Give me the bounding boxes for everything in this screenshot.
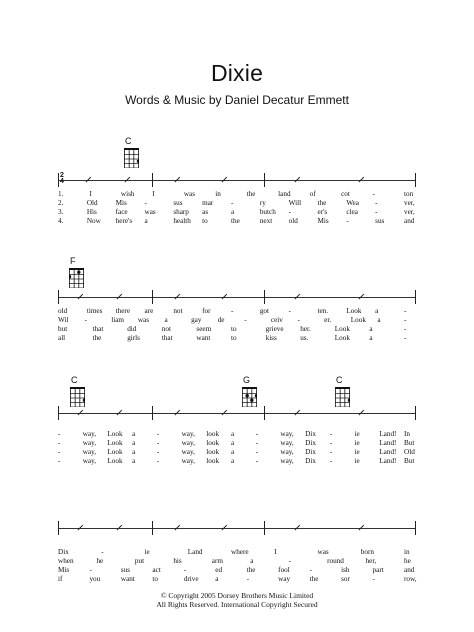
lyric-syllable: - <box>404 307 407 315</box>
lyric-syllable: a <box>369 334 373 342</box>
lyric-syllable: butch <box>259 208 276 216</box>
lyric-syllable: - <box>255 457 259 465</box>
lyric-syllable: kiss <box>265 334 277 342</box>
lyric-syllable: us. <box>300 334 309 342</box>
lyric-syllable: you <box>89 575 101 583</box>
lyric-syllable: - <box>375 199 378 207</box>
lyric-syllable: 2. <box>58 199 64 207</box>
lyric-syllable: ton <box>404 190 414 198</box>
lyric-syllable: - <box>246 575 250 583</box>
lyric-syllable: a <box>164 316 168 324</box>
lyric-syllable: next <box>259 217 273 225</box>
lyric-syllable: - <box>346 217 349 225</box>
lyric-syllable: Look <box>107 457 123 465</box>
lyric-syllable: - <box>156 448 160 456</box>
lyric-syllable: - <box>231 199 234 207</box>
lyric-syllable: grieve <box>265 325 284 333</box>
lyric-syllable: ten. <box>317 307 329 315</box>
lyric-syllable: Look <box>346 307 362 315</box>
lyric-syllable: want <box>196 334 211 342</box>
lyric-syllable: ie <box>354 430 360 438</box>
lyric-syllable: Dix <box>305 439 316 447</box>
lyric-syllable: and <box>404 217 415 225</box>
chord-name: C <box>125 136 132 146</box>
lyric-syllable: Mis <box>58 566 70 574</box>
lyric-syllable: drive <box>183 575 199 583</box>
lyric-syllable: - <box>144 199 147 207</box>
lyric-syllable: row, <box>404 575 417 583</box>
lyric-syllable: there <box>115 307 131 315</box>
lyric-syllable: seem <box>196 325 212 333</box>
time-signature-top: 2 <box>60 172 64 179</box>
lyric-syllable: ie <box>144 548 150 556</box>
lyric-syllable: Look <box>107 430 123 438</box>
lyric-syllable: old <box>58 307 68 315</box>
lyric-syllable: Look <box>334 334 350 342</box>
barline <box>264 521 265 535</box>
lyric-syllable: way, <box>280 439 294 447</box>
lyric-syllable: but <box>58 325 68 333</box>
lyric-syllable: I <box>274 548 277 556</box>
lyric-syllable: arm <box>211 557 223 565</box>
lyric-syllable: - <box>309 566 313 574</box>
lyric-syllable: Dix <box>58 548 69 556</box>
lyric-syllable: sus <box>375 217 385 225</box>
lyric-syllable: liam <box>111 316 124 324</box>
lyric-syllable: face <box>115 208 128 216</box>
lyric-syllable: a <box>377 316 381 324</box>
lyric-syllable: - <box>404 334 407 342</box>
lyric-syllable: her, <box>365 557 377 565</box>
lyric-syllable: Land! <box>379 430 397 438</box>
lyric-syllable: way, <box>181 457 195 465</box>
song-title: Dixie <box>210 60 264 86</box>
lyric-syllable: - <box>58 448 61 456</box>
lyric-syllable: was <box>137 316 150 324</box>
lyric-syllable: way, <box>181 439 195 447</box>
lyric-syllable: to <box>202 217 208 225</box>
lyric-syllable: way, <box>82 457 97 465</box>
lyric-syllable: - <box>255 430 259 438</box>
copyright-line: © Copyright 2005 Dorsey Brothers Music Limited <box>160 591 314 600</box>
lyric-line <box>58 557 416 566</box>
lyric-syllable: Look <box>107 439 123 447</box>
lyric-syllable: to <box>231 334 237 342</box>
lyric-syllable: land <box>278 190 291 198</box>
lyric-syllable: ie <box>354 439 360 447</box>
lyric-syllable: the <box>317 199 327 207</box>
lyric-syllable: if <box>58 575 63 583</box>
lyric-syllable: In <box>404 430 410 438</box>
lyric-syllable: - <box>156 439 160 447</box>
lyric-syllable: not <box>173 307 183 315</box>
lyric-syllable: way, <box>82 439 97 447</box>
copyright-notice <box>0 591 474 609</box>
lyric-syllable: - <box>101 548 104 556</box>
lyric-syllable: the <box>309 575 319 583</box>
lyric-syllable: way, <box>82 430 97 438</box>
lyric-syllable: Now <box>86 217 101 225</box>
lyric-syllable: girls <box>127 334 140 342</box>
lyric-syllable: a <box>250 557 254 565</box>
lyric-syllable: to <box>152 575 158 583</box>
lyric-syllable: not <box>161 325 171 333</box>
lyric-syllable: look <box>206 430 220 438</box>
lyric-syllable: Land <box>187 548 203 556</box>
lyric-syllable: way, <box>82 448 97 456</box>
lyric-syllable: clea <box>346 208 358 216</box>
lyric-syllable: act <box>152 566 161 574</box>
rhythm-staff-line <box>58 528 416 529</box>
lyric-syllable: Land! <box>379 439 397 447</box>
lyric-syllable: - <box>156 457 160 465</box>
time-signature-bottom: 4 <box>60 178 64 185</box>
lyric-syllable: Dix <box>305 457 316 465</box>
lyric-syllable: Dix <box>305 430 316 438</box>
lyric-syllable: that <box>161 334 173 342</box>
lyric-syllable: want <box>120 575 135 583</box>
lyric-syllable: - <box>89 566 92 574</box>
lyric-syllable: ish <box>341 566 350 574</box>
lyric-syllable: for <box>202 307 211 315</box>
lyric-syllable: - <box>84 316 88 324</box>
lyric-syllable: ed <box>215 566 223 574</box>
lyric-syllable: cot <box>341 190 350 198</box>
lyric-syllable: Look <box>107 448 123 456</box>
lyric-syllable: - <box>329 439 333 447</box>
lyric-syllable: - <box>255 448 259 456</box>
lyric-syllable: a <box>231 457 235 465</box>
lyric-syllable: er. <box>324 316 332 324</box>
chord-name: F <box>70 256 76 266</box>
lyric-syllable: mar <box>202 199 214 207</box>
lyric-syllable: 1. <box>58 190 64 198</box>
lyric-syllable: But <box>404 457 415 465</box>
lyric-syllable: - <box>183 566 187 574</box>
lyric-syllable: a <box>132 430 136 438</box>
lyric-syllable: got <box>259 307 270 315</box>
lyric-syllable: Land! <box>379 448 397 456</box>
lyric-syllable: er's <box>317 208 328 216</box>
lyric-syllable: times <box>86 307 103 315</box>
lyric-syllable: look <box>206 439 220 447</box>
lyric-syllable: Look <box>334 325 350 333</box>
lyric-syllable: way <box>278 575 291 583</box>
chord-name: G <box>243 375 251 385</box>
lyric-syllable: fool <box>278 566 290 574</box>
lyric-syllable: - <box>255 439 259 447</box>
lyric-syllable: a <box>132 448 136 456</box>
lyric-syllable: he <box>404 557 411 565</box>
music-system <box>58 0 416 632</box>
lyric-syllable: - <box>404 316 407 324</box>
lyric-syllable: Land! <box>379 457 397 465</box>
lyric-syllable: ceiv <box>270 316 283 324</box>
lyric-syllable: and <box>404 566 415 574</box>
lyric-syllable: are <box>144 307 154 315</box>
lyric-syllable: His <box>86 208 97 216</box>
lyric-syllable: a <box>144 217 148 225</box>
lyric-syllable: way, <box>280 448 294 456</box>
lyric-syllable: way, <box>181 430 195 438</box>
lyric-syllable: - <box>404 325 407 333</box>
lyric-line <box>58 566 416 575</box>
lyric-syllable: look <box>206 457 220 465</box>
lyric-syllable: ver, <box>404 208 415 216</box>
lyric-syllable: Look <box>350 316 366 324</box>
lyric-syllable: a <box>375 307 379 315</box>
lyric-syllable: was <box>317 548 329 556</box>
lyric-syllable: way, <box>181 448 195 456</box>
lyric-syllable: he <box>96 557 104 565</box>
lyric-syllable: here's <box>115 217 133 225</box>
lyric-syllable: sor <box>341 575 350 583</box>
lyric-line <box>58 548 416 557</box>
lyric-syllable: in <box>404 548 410 556</box>
lyric-syllable: 4. <box>58 217 64 225</box>
lyric-syllable: was <box>144 208 156 216</box>
lyric-syllable: sus <box>173 199 183 207</box>
lyric-syllable: But <box>404 439 415 447</box>
lyric-syllable: sharp <box>173 208 189 216</box>
lyric-syllable: put <box>134 557 145 565</box>
lyric-syllable: a <box>215 575 219 583</box>
lyric-syllable: that <box>92 325 104 333</box>
barline <box>152 521 153 535</box>
lyric-syllable: Wea <box>346 199 359 207</box>
lyric-syllable: Dix <box>305 448 316 456</box>
lyric-syllable: - <box>58 430 61 438</box>
lyric-syllable: Old <box>404 448 415 456</box>
chord-name: C <box>336 375 343 385</box>
copyright-line: All Rights Reserved. International Copyright Secured <box>156 600 318 609</box>
lyric-syllable: health <box>173 217 191 225</box>
lyric-syllable: Wil <box>58 316 69 324</box>
lyric-syllable: her. <box>300 325 311 333</box>
lyric-syllable: - <box>329 430 333 438</box>
lyric-syllable: the <box>231 217 240 225</box>
lyric-syllable: in <box>215 190 221 198</box>
song-credits: Words & Music by Daniel Decatur Emmett <box>125 93 349 107</box>
lyric-syllable: - <box>375 208 378 216</box>
lyric-syllable: a <box>132 439 136 447</box>
barline <box>58 521 59 535</box>
lyric-syllable: I <box>152 190 155 198</box>
lyric-syllable: Mis <box>317 217 329 225</box>
lyric-line <box>58 575 416 584</box>
lyric-syllable: - <box>297 316 300 324</box>
lyric-syllable: the <box>246 190 256 198</box>
lyric-syllable: - <box>288 307 292 315</box>
lyric-syllable: the <box>246 566 256 574</box>
lyric-syllable: Will <box>288 199 302 207</box>
lyric-syllable: the <box>92 334 102 342</box>
lyric-syllable: Old <box>86 199 98 207</box>
lyric-syllable: - <box>58 439 61 447</box>
lyric-syllable: did <box>127 325 137 333</box>
lyric-syllable: - <box>372 575 375 583</box>
lyric-syllable: to <box>231 325 237 333</box>
lyric-syllable: sus <box>120 566 131 574</box>
lyric-syllable: - <box>329 457 333 465</box>
lyric-syllable: - <box>156 430 160 438</box>
lyric-syllable: - <box>288 208 292 216</box>
lyric-syllable: a <box>231 208 235 216</box>
lyric-syllable: old <box>288 217 298 225</box>
lyric-syllable: de <box>217 316 225 324</box>
lyric-syllable: I <box>89 190 92 198</box>
lyric-syllable: part <box>372 566 384 574</box>
lyric-syllable: all <box>58 334 66 342</box>
lyric-syllable: way, <box>280 457 294 465</box>
lyric-syllable: Mis <box>115 199 127 207</box>
lyric-syllable: ie <box>354 457 360 465</box>
lyric-syllable: gay <box>191 316 202 324</box>
lyric-syllable: - <box>372 190 375 198</box>
lyric-syllable: when <box>58 557 74 565</box>
lyric-syllable: his <box>173 557 182 565</box>
lyric-syllable: round <box>327 557 344 565</box>
chord-name: C <box>71 375 78 385</box>
lyric-syllable: wish <box>120 190 135 198</box>
lyric-syllable: way, <box>280 430 294 438</box>
lyric-syllable: a <box>369 325 373 333</box>
lyric-syllable: - <box>288 557 292 565</box>
lyric-syllable: a <box>132 457 136 465</box>
lyric-syllable: was <box>183 190 195 198</box>
lyric-syllable: a <box>231 430 235 438</box>
lyric-syllable: as <box>202 208 209 216</box>
lyric-syllable: - <box>244 316 247 324</box>
lyric-syllable: - <box>231 307 234 315</box>
barline <box>415 521 416 535</box>
lyric-syllable: a <box>231 439 235 447</box>
lyric-syllable: ie <box>354 448 360 456</box>
lyric-syllable: - <box>329 448 333 456</box>
lyric-syllable: - <box>58 457 61 465</box>
lyric-syllable: 3. <box>58 208 64 216</box>
lyric-syllable: look <box>206 448 220 456</box>
lyric-syllable: of <box>309 190 316 198</box>
lyric-syllable: ry <box>259 199 266 207</box>
lyric-syllable: ver, <box>404 199 415 207</box>
lyric-syllable: born <box>360 548 374 556</box>
lyric-syllable: where <box>231 548 249 556</box>
lyric-syllable: a <box>231 448 235 456</box>
